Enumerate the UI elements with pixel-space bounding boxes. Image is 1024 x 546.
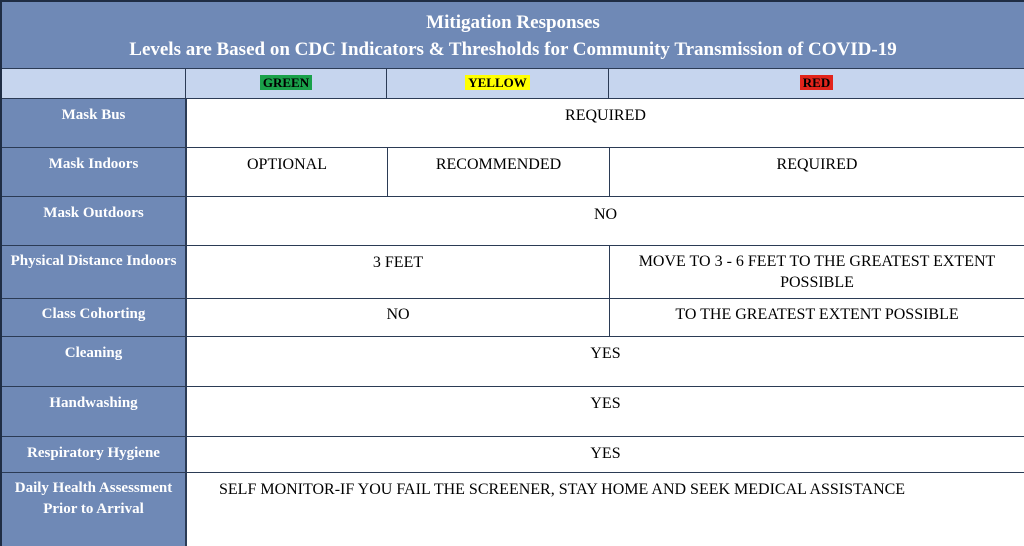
- level-header-red: [609, 68, 1024, 98]
- level-label-yellow: YELLOW: [465, 75, 530, 90]
- cell-mask-indoors-red: REQUIRED: [609, 147, 1024, 196]
- level-label-green: GREEN: [260, 75, 312, 90]
- row-label-mask-indoors: Mask Indoors: [2, 147, 186, 196]
- cell-cleaning-all: YES: [186, 336, 1024, 386]
- row-label-handwashing: Handwashing: [2, 386, 186, 436]
- row-label-cleaning: Cleaning: [2, 336, 186, 386]
- row-label-physical-distance: Physical Distance Indoors: [2, 245, 186, 298]
- header-blank-cell: [2, 68, 186, 98]
- cell-mask-outdoors-all: NO: [186, 196, 1024, 245]
- cell-class-cohorting-green-yellow: NO: [186, 298, 609, 336]
- row-label-mask-bus: Mask Bus: [2, 98, 186, 147]
- cell-respiratory-hygiene-all: YES: [186, 436, 1024, 472]
- cell-daily-health-assessment-all: SELF MONITOR-IF YOU FAIL THE SCREENER, STAY HOME AND SEEK MEDICAL ASSISTANCE: [186, 472, 1024, 546]
- title-line-2: Levels are Based on CDC Indicators & Thresholds for Community Transmission of COVID-19: [129, 39, 897, 60]
- cell-mask-bus-all: REQUIRED: [186, 98, 1024, 147]
- level-header-yellow: [387, 68, 609, 98]
- cell-physical-distance-red: MOVE TO 3 - 6 FEET TO THE GREATEST EXTENT POSSIBLE: [609, 245, 1024, 298]
- row-label-daily-health-assessment: Daily Health Assessment Prior to Arrival: [2, 472, 186, 546]
- table-title: [2, 2, 1024, 68]
- level-label-red: RED: [800, 75, 833, 90]
- cell-class-cohorting-red: TO THE GREATEST EXTENT POSSIBLE: [609, 298, 1024, 336]
- cell-handwashing-all: YES: [186, 386, 1024, 436]
- row-label-class-cohorting: Class Cohorting: [2, 298, 186, 336]
- row-label-mask-outdoors: Mask Outdoors: [2, 196, 186, 245]
- row-label-respiratory-hygiene: Respiratory Hygiene: [2, 436, 186, 472]
- level-header-green: [186, 68, 387, 98]
- title-line-1: Mitigation Responses: [426, 12, 600, 33]
- cell-mask-indoors-green: OPTIONAL: [186, 147, 387, 196]
- cell-physical-distance-green-yellow: 3 FEET: [186, 245, 609, 298]
- cell-mask-indoors-yellow: RECOMMENDED: [387, 147, 609, 196]
